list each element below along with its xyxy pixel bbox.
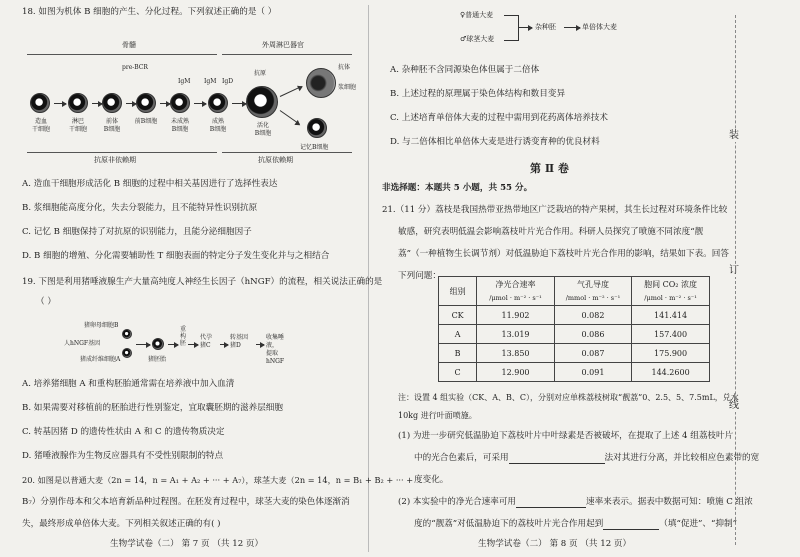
q19-stem: 19. 下图是利用猪唾液腺生产大量高纯度人神经生长因子（hNGF）的流程，相关说法正确的是 xyxy=(22,277,383,287)
label-transgenic: 转基因 猪D xyxy=(230,334,249,349)
memory-b-cell-icon xyxy=(307,118,327,138)
q21-sub2-d: （填“促进”、“抑制” xyxy=(659,519,737,529)
q21-note2: 10kg 进行叶面喷施。 xyxy=(398,411,477,420)
flow-arrow xyxy=(54,103,66,104)
lymphoid-cell-icon xyxy=(68,93,88,113)
table-header: 净光合速率 xyxy=(477,277,555,292)
plasma-cell-icon xyxy=(306,68,336,98)
activated-b-cell-icon xyxy=(246,86,278,118)
label-mature-b: 成熟 B细胞 xyxy=(209,118,227,133)
label-lymphoid: 淋巴 干细胞 xyxy=(68,118,87,133)
organ-divider-left xyxy=(27,54,217,55)
organ-bone-marrow: 骨髓 xyxy=(122,41,136,49)
flow-arrow xyxy=(220,344,228,345)
phase-divider-left xyxy=(27,152,217,153)
table-cell: 141.414 xyxy=(632,306,710,325)
q21-line1: 21.（11 分）荔枝是我国热带亚热带地区广泛栽培的特产果树，其生长过程对环境条件比较 xyxy=(382,205,728,215)
gutter-label-xian: 线 xyxy=(729,400,739,411)
q18-option-d: D. B 细胞的增殖、分化需要辅助性 T 细胞表面的特定分子发生变化并与之相结合 xyxy=(22,251,330,261)
q21-sub1-c: 法对其进行分离，并比较相应色素带的宽 xyxy=(604,453,760,463)
flow-arrow xyxy=(188,344,198,345)
q21-sub2-c: 度的“靓荔”对低温胁迫下的荔枝叶片光合作用起到 xyxy=(414,519,604,529)
q21-sub2-a: (2) 本实验中的净光合速率可用 xyxy=(398,497,517,507)
marker-pre-bcr: pre-BCR xyxy=(122,64,148,71)
marker-antigen: 抗原 xyxy=(254,70,267,77)
table-row xyxy=(439,363,710,382)
phase-divider-right xyxy=(222,152,352,153)
flow-arrow xyxy=(280,86,302,97)
q20-option-b: B. 上述过程的原理属于染色体结构和数目变异 xyxy=(390,89,566,99)
label-surrogate: 代孕 猪C xyxy=(200,334,213,349)
q21-data-table xyxy=(438,276,710,382)
table-cell: 175.900 xyxy=(632,344,710,363)
marker-igd: IgD xyxy=(222,78,234,85)
answer-blank[interactable] xyxy=(516,498,586,508)
flow-arrow xyxy=(126,103,136,104)
section-title: 第 Ⅱ 卷 xyxy=(530,162,569,175)
phase-independent: 抗原非依赖期 xyxy=(94,156,136,164)
table-cell: 11.902 xyxy=(477,306,555,325)
flow-arrow xyxy=(518,27,532,28)
pro-b-cell-icon xyxy=(102,93,122,113)
q20-option-a: A. 杂种胚不含同源染色体但属于二倍体 xyxy=(390,65,540,75)
label-stem-cell: 造血 干细胞 xyxy=(31,118,50,133)
flow-arrow xyxy=(232,103,246,104)
embryo-icon xyxy=(152,338,164,350)
immature-b-cell-icon xyxy=(170,93,190,113)
q18-option-c: C. 记忆 B 细胞保持了对抗原的识别能力，且能分泌细胞因子 xyxy=(22,227,252,237)
q21-sub2-line1 xyxy=(398,496,753,508)
table-unit: /mmol · m⁻² · s⁻¹ xyxy=(554,291,631,306)
gutter-label-zhuang: 装 xyxy=(729,130,739,141)
table-row xyxy=(439,306,710,325)
pre-b-cell-icon xyxy=(136,93,156,113)
q21-sub2-b: 速率来表示。据表中数据可知：喷施 C 组浓 xyxy=(586,497,753,507)
q21-sub1-a: (1) 为进一步研究低温胁迫下荔枝叶片中叶绿素是否被破坏，在提取了上述 4 组荔枝叶片 xyxy=(398,431,734,441)
flow-arrow xyxy=(194,103,206,104)
table-unit: /μmol · m⁻² · s⁻¹ xyxy=(632,291,710,306)
parent-male: ♂球茎大麦 xyxy=(460,35,495,43)
q18-option-b: B. 浆细胞能高度分化，失去分裂能力，且不能特异性识别抗原 xyxy=(22,203,258,213)
q21-sub2-line2 xyxy=(414,518,737,530)
q18-option-a: A. 造血干细胞形成活化 B 细胞的过程中相关基因进行了选择性表达 xyxy=(22,179,278,189)
q21-sub1-b: 中的光合色素后，可采用 xyxy=(414,453,509,463)
table-header: 胞间 CO₂ 浓度 xyxy=(632,277,710,292)
q20-line2: B₇）分别作母本和父本培育新品种过程图。在胚发育过程中，球茎大麦的染色体逐渐消 xyxy=(22,497,350,507)
label-pro-b: 前体 B细胞 xyxy=(103,118,121,133)
label-oocyte: 猪卵母细胞B xyxy=(84,322,119,329)
mature-b-cell-icon xyxy=(208,93,228,113)
hybrid-embryo: 杂种胚 xyxy=(535,23,556,31)
table-cell: 12.900 xyxy=(477,363,555,382)
q20-line3: 失，最终形成单倍体大麦。下列相关叙述正确的有( ) xyxy=(22,519,221,529)
gutter-label-ding: 订 xyxy=(729,265,739,276)
q18-stem: 18. 如图为机体 B 细胞的产生、分化过程。下列叙述正确的是（ ） xyxy=(22,7,277,17)
table-cell: B xyxy=(439,344,477,363)
table-cell: 157.400 xyxy=(632,325,710,344)
q19-diagram xyxy=(64,318,294,370)
marker-antibody: 抗体 xyxy=(338,64,351,71)
table-header: 气孔导度 xyxy=(554,277,631,292)
label-activated-b: 活化 B细胞 xyxy=(254,122,272,137)
oocyte-icon xyxy=(122,329,132,339)
parent-female: ♀普通大麦 xyxy=(460,11,494,19)
flow-arrow xyxy=(160,103,170,104)
organ-peripheral: 外周淋巴器官 xyxy=(262,41,304,49)
q20-diagram xyxy=(460,8,640,48)
q19-option-c: C. 转基因猪 D 的遗传性状由 A 和 C 的遗传物质决定 xyxy=(22,427,225,437)
table-cell: 0.086 xyxy=(554,325,631,344)
binding-line xyxy=(735,15,736,545)
table-cell: 0.082 xyxy=(554,306,631,325)
q21-line4: 下列问题： xyxy=(398,271,441,281)
table-cell: 0.087 xyxy=(554,344,631,363)
label-immature-b: 未成熟 B细胞 xyxy=(170,118,189,133)
table-row xyxy=(439,344,710,363)
answer-blank[interactable] xyxy=(509,454,605,464)
table-cell: 13.019 xyxy=(477,325,555,344)
q18-diagram xyxy=(22,38,357,166)
q19-option-b: B. 如果需要对移植前的胚胎进行性别鉴定，宜取囊胚期的滋养层细胞 xyxy=(22,403,283,413)
q20-option-c: C. 上述培育单倍体大麦的过程中需用到花药离体培养技术 xyxy=(390,113,608,123)
flow-arrow xyxy=(280,110,300,125)
q20-line1: 20. 如图是以普通大麦（2n = 14，n = A₁ + A₂ + ··· + A₇），球茎大麦（2n = 14，n = B₁ + B₂ + ··· + xyxy=(22,475,414,485)
q21-sub1-d: 度变化。 xyxy=(414,475,449,485)
q21-note1: 注：设置 4 组实验（CK、A、B、C），分别对应单株荔枝树取“靓荔”0、2.5、5、7.5mL，兑水 xyxy=(398,393,739,402)
marker-igm-2: IgM xyxy=(204,78,217,85)
fibroblast-icon xyxy=(122,348,132,358)
flow-arrow xyxy=(256,344,264,345)
table-cell: 13.850 xyxy=(477,344,555,363)
table-header: 组别 xyxy=(439,277,477,306)
footer-right: 生物学试卷（二） 第 8 页 （共 12 页） xyxy=(478,539,632,549)
footer-left: 生物学试卷（二） 第 7 页 （共 12 页） xyxy=(110,539,264,549)
label-collect: 收集唾液， 提取hNGF xyxy=(266,334,285,365)
q20-option-d: D. 与二倍体相比单倍体大麦是进行诱变育种的优良材料 xyxy=(390,137,600,147)
organ-divider-right xyxy=(222,54,352,55)
label-memory-b: 记忆B细胞 xyxy=(300,144,329,151)
flow-arrow xyxy=(564,27,580,28)
haploid-barley: 单倍体大麦 xyxy=(582,23,617,31)
label-hngf-gene: 人hNGF基因 xyxy=(64,340,101,347)
phase-dependent: 抗原依赖期 xyxy=(258,156,293,164)
answer-blank[interactable] xyxy=(603,520,659,530)
cross-bracket xyxy=(504,15,519,41)
flow-arrow xyxy=(136,344,150,345)
label-pre-b: 前B细胞 xyxy=(134,118,158,125)
table-cell: 144.2600 xyxy=(632,363,710,382)
stem-cell-icon xyxy=(30,93,50,113)
section-instructions: 非选择题：本题共 5 小题，共 55 分。 xyxy=(382,183,533,193)
q21-line2: 敏感，研究表明低温会影响荔枝叶片光合作用。科研人员探究了喷施不同浓度“靓 xyxy=(398,227,704,237)
flow-arrow xyxy=(92,103,102,104)
label-embryo: 猪胚胎 xyxy=(148,356,167,363)
label-plasma: 浆细胞 xyxy=(338,84,357,91)
label-reconstructed: 重 构 胚 xyxy=(180,326,187,347)
q21-sub1-line2 xyxy=(414,452,759,464)
table-cell: CK xyxy=(439,306,477,325)
table-row xyxy=(439,325,710,344)
flow-arrow xyxy=(168,344,178,345)
marker-igm-1: IgM xyxy=(178,78,191,85)
q19-option-a: A. 培养猪细胞 A 和重构胚胎通常需在培养液中加入血清 xyxy=(22,379,235,389)
q19-paren: （ ） xyxy=(36,297,56,307)
table-cell: 0.091 xyxy=(554,363,631,382)
label-fibroblast: 猪成纤维细胞A xyxy=(80,356,121,363)
table-cell: C xyxy=(439,363,477,382)
table-cell: A xyxy=(439,325,477,344)
q19-option-d: D. 猪唾液腺作为生物反应器具有不受性别限制的特点 xyxy=(22,451,224,461)
q21-line3: 荔”（一种植物生长调节剂）对低温胁迫下荔枝叶片光合作用的影响，结果如下表。回答 xyxy=(398,249,729,259)
table-unit: /μmol · m⁻² · s⁻¹ xyxy=(477,291,555,306)
